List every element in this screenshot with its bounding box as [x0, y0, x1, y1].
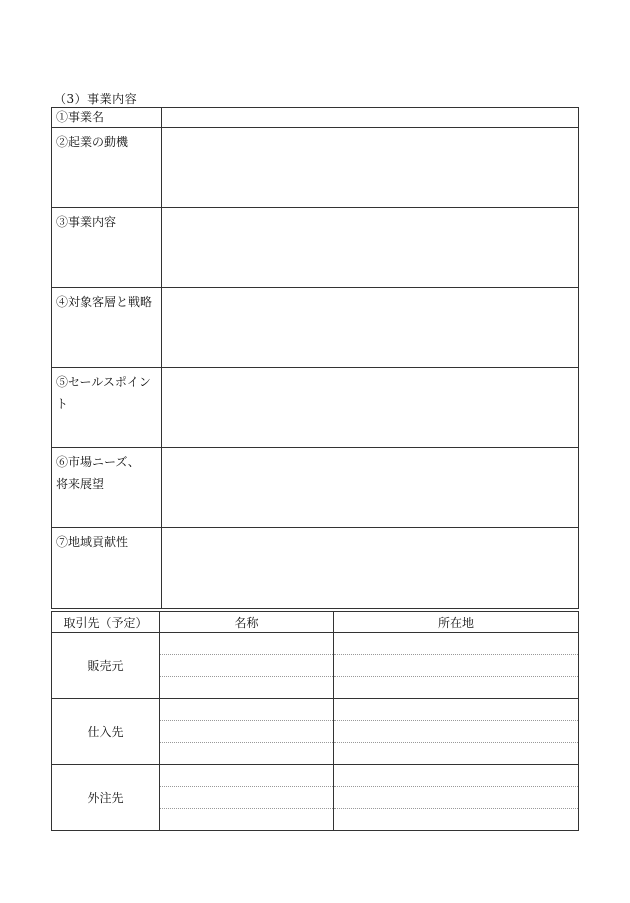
table-row — [52, 699, 579, 721]
section-heading: （3）事業内容 — [54, 92, 138, 106]
market-needs-field[interactable] — [162, 448, 579, 528]
target-strategy-field[interactable] — [162, 288, 579, 368]
supplier-location-2[interactable] — [334, 721, 579, 743]
sales-name-2[interactable] — [160, 655, 334, 677]
selling-point-row — [52, 368, 579, 448]
business-content-table — [51, 107, 579, 609]
supplier-category-label: 仕入先 — [52, 699, 160, 765]
outsource-name-2[interactable] — [160, 787, 334, 809]
sales-name-3[interactable] — [160, 677, 334, 699]
selling-point-label: ⑤セールスポイント — [52, 368, 162, 448]
outsource-location-1[interactable] — [334, 765, 579, 787]
supplier-name-3[interactable] — [160, 743, 334, 765]
business-name-label: ①事業名 — [52, 108, 162, 128]
business-name-row — [52, 108, 579, 128]
regional-contribution-field[interactable] — [162, 528, 579, 609]
business-name-field[interactable] — [162, 108, 579, 128]
selling-point-field[interactable] — [162, 368, 579, 448]
sales-category-label: 販売元 — [52, 633, 160, 699]
sales-location-2[interactable] — [334, 655, 579, 677]
outsource-location-2[interactable] — [334, 787, 579, 809]
partners-header-row — [52, 612, 579, 633]
outsource-location-3[interactable] — [334, 809, 579, 831]
regional-contribution-row — [52, 528, 579, 609]
partners-category-header: 取引先（予定） — [52, 612, 160, 633]
supplier-name-2[interactable] — [160, 721, 334, 743]
market-needs-row — [52, 448, 579, 528]
supplier-name-1[interactable] — [160, 699, 334, 721]
business-content-row — [52, 208, 579, 288]
partners-location-header: 所在地 — [334, 612, 579, 633]
regional-contribution-label: ⑦地域貢献性 — [52, 528, 162, 609]
sales-name-1[interactable] — [160, 633, 334, 655]
target-strategy-label: ④対象客層と戦略 — [52, 288, 162, 368]
supplier-location-3[interactable] — [334, 743, 579, 765]
supplier-location-1[interactable] — [334, 699, 579, 721]
outsource-category-label: 外注先 — [52, 765, 160, 831]
business-content-label: ③事業内容 — [52, 208, 162, 288]
partners-name-header: 名称 — [160, 612, 334, 633]
outsource-name-1[interactable] — [160, 765, 334, 787]
motivation-row — [52, 128, 579, 208]
motivation-field[interactable] — [162, 128, 579, 208]
sales-location-3[interactable] — [334, 677, 579, 699]
market-needs-label: ⑥市場ニーズ、 将来展望 — [52, 448, 162, 528]
partners-table — [51, 611, 579, 831]
outsource-name-3[interactable] — [160, 809, 334, 831]
business-content-field[interactable] — [162, 208, 579, 288]
table-row — [52, 633, 579, 655]
sales-location-1[interactable] — [334, 633, 579, 655]
table-row — [52, 765, 579, 787]
target-strategy-row — [52, 288, 579, 368]
motivation-label: ②起業の動機 — [52, 128, 162, 208]
